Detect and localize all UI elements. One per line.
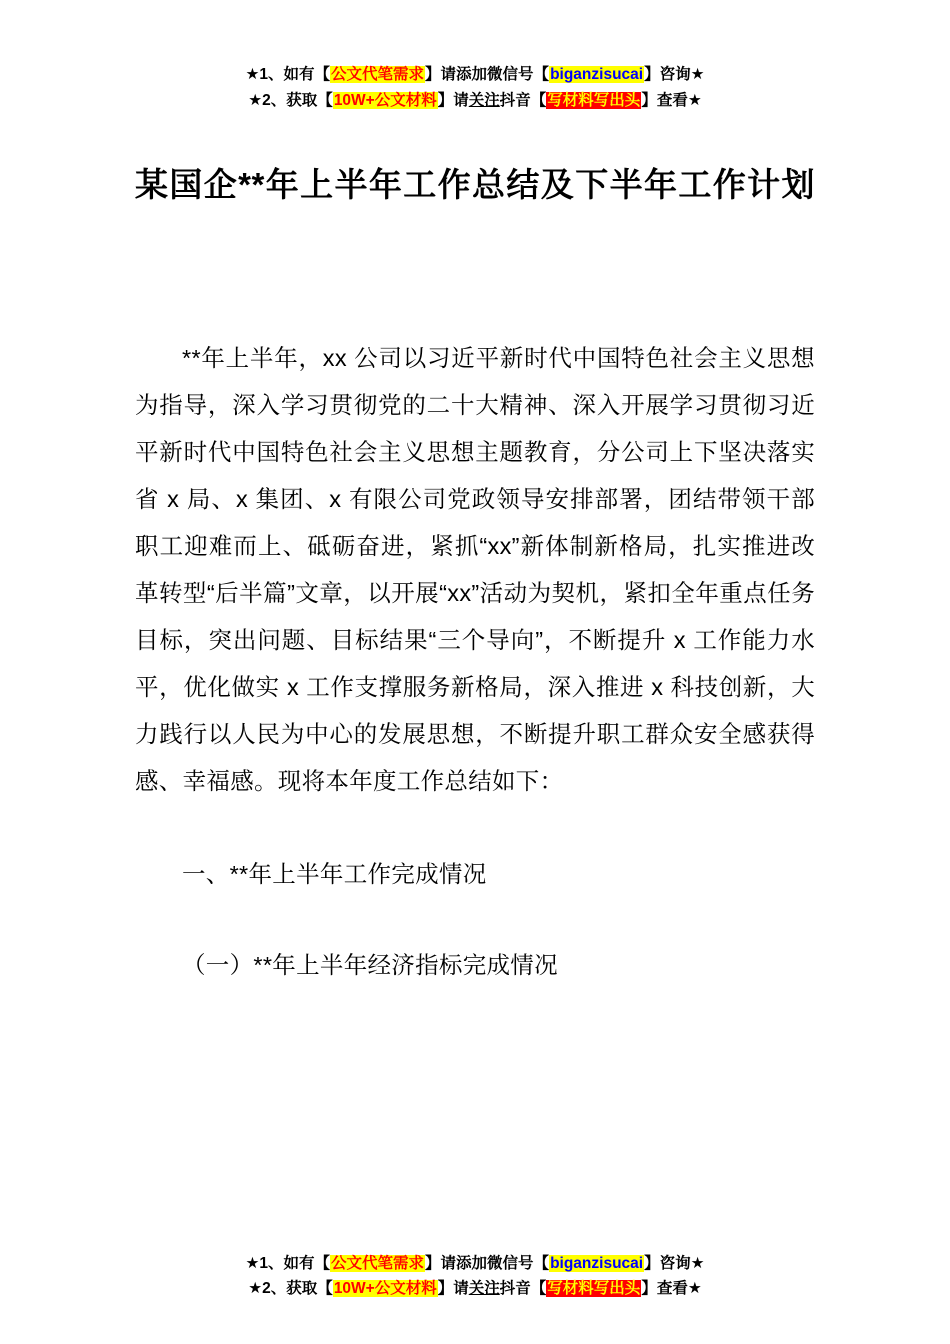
document-body	[135, 335, 815, 989]
promo-line-1-bottom-prefix: ★1、如有【	[245, 1254, 331, 1272]
promo-line-2-mid-2: 抖音【	[499, 91, 547, 109]
promo-line-1-prefix: ★1、如有【	[245, 66, 331, 83]
promo-line-2-bottom-mid-2: 抖音【	[499, 1280, 547, 1298]
promo-line-1-bottom-mid-1: 】请添加微信号【	[425, 1254, 550, 1272]
promo-line-2-bottom	[0, 1276, 950, 1302]
body-paragraph: **年上半年，xx 公司以习近平新时代中国特色社会主义思想为指导，深入学习贯彻党的二十大精神、深入开展学习贯彻习近平新时代中国特色社会主义思想主题教育，分公司上下坚决落实省 x 局、x 集团、x 有限公司党政领导安排部署，团结带领干部职工迎难而上、砥砺奋进，紧抓“xx”新体制新格局，扎实推进改革转型“后半篇”文章，以开展“xx”活动为契机，紧扣全年重点任务目标，突出问题、目标结果“三个导向”，不断提升 x 工作能力水平，优化做实 x 工作支撑服务新格局，深入推进 x 科技创新，大力践行以人民为中心的发展思想，不断提升职工群众安全感获得感、幸福感。现将本年度工作总结如下：	[135, 344, 815, 794]
promo-line-1-bottom-highlight-1: 公文代笔需求	[331, 1254, 425, 1272]
section-heading-level-2: （一）**年上半年经济指标完成情况	[182, 951, 558, 978]
promo-line-2-highlight-1: 10W+公文材料	[333, 91, 437, 109]
promo-line-2	[135, 88, 815, 114]
promo-line-2-underline: 关注	[468, 91, 500, 109]
promo-line-2-bottom-highlight-1: 10W+公文材料	[333, 1280, 437, 1298]
promo-line-1-highlight-1: 公文代笔需求	[331, 66, 425, 83]
promo-line-1-mid-2: 】咨询★	[644, 66, 705, 83]
promo-line-2-bottom-prefix: ★2、获取【	[248, 1280, 333, 1298]
promo-line-1-mid-1: 】请添加微信号【	[425, 66, 550, 83]
promo-line-2-bottom-underline: 关注	[468, 1280, 500, 1298]
promo-line-2-bottom-mid-3: 】查看★	[641, 1280, 702, 1298]
promo-line-1	[135, 62, 815, 88]
page-title: 某国企**年上半年工作总结及下半年工作计划	[135, 166, 815, 204]
promo-line-2-mid-3: 】查看★	[641, 91, 702, 109]
promo-line-1-bottom-wechat-id: biganzisucai	[550, 1254, 644, 1272]
promo-line-2-douyin-name: 写材料写出头	[547, 91, 641, 109]
promo-line-2-mid-1: 】请	[437, 91, 469, 109]
promo-banner-top	[135, 0, 815, 113]
section-heading-level-1: 一、**年上半年工作完成情况	[182, 860, 487, 887]
promo-line-1-bottom-mid-2: 】咨询★	[644, 1254, 705, 1272]
promo-line-1-wechat-id: biganzisucai	[550, 66, 644, 83]
promo-line-2-bottom-mid-1: 】请	[437, 1280, 469, 1298]
promo-line-1-bottom	[0, 1251, 950, 1277]
promo-banner-bottom	[0, 1251, 950, 1302]
promo-line-2-bottom-douyin-name: 写材料写出头	[547, 1280, 641, 1298]
promo-line-2-prefix: ★2、获取【	[248, 91, 333, 109]
